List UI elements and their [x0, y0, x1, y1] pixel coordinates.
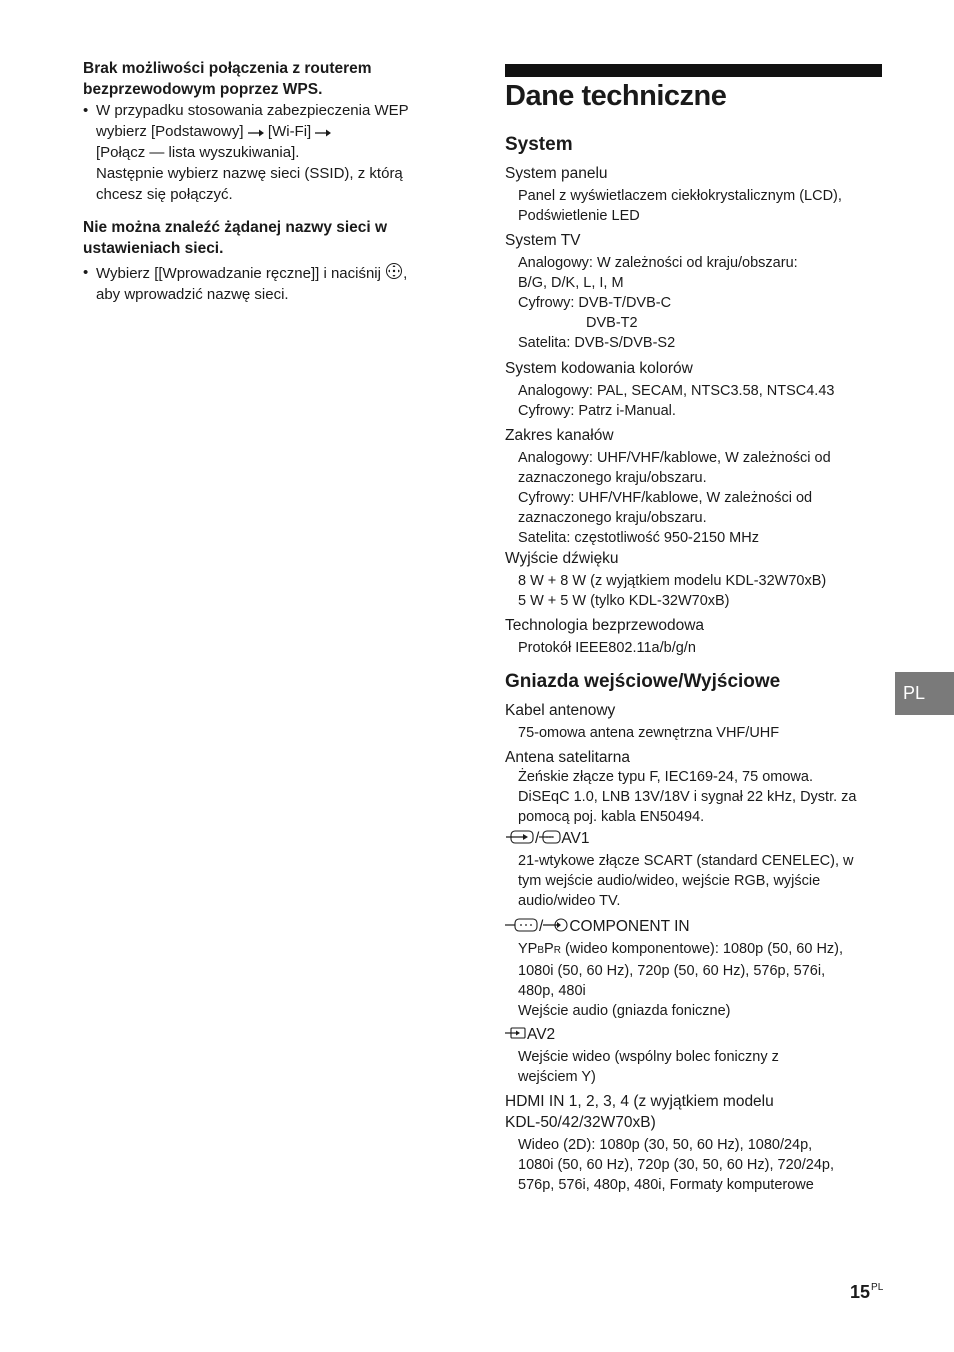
- component-value-1: YPBPR (wideo komponentowe): 1080p (50, 60 Hz),: [518, 941, 844, 957]
- range-value-3: Cyfrowy: UHF/VHF/kablowe, W zależności od: [518, 490, 813, 506]
- component-separator: /: [539, 918, 544, 935]
- troubleshooting-column: [83, 58, 443, 305]
- io-heading: Gniazda wejściowe/Wyjściowe: [505, 671, 781, 692]
- bullet-dot: •: [83, 102, 89, 119]
- network-line-1: [96, 262, 443, 284]
- av1-separator: /: [535, 830, 540, 847]
- panel-value-1: Panel z wyświetlaczem ciekłokrystalicznym (LCD),: [518, 188, 842, 204]
- range-value-1: Analogowy: UHF/VHF/kablowe, W zależności od: [518, 450, 831, 466]
- channel-range-value: [518, 448, 884, 548]
- page-title: Dane techniczne: [505, 80, 727, 112]
- network-line-2: aby wprowadzić nazwę sieci.: [96, 286, 289, 303]
- enter-button-icon: [385, 262, 403, 280]
- video-in-icon: [505, 1025, 527, 1041]
- wps-heading: Brak możliwości połączenia z routerem bezprzewodowym poprzez WPS.: [83, 60, 372, 98]
- language-tab: PL: [895, 672, 954, 715]
- av1-value-2: tym wejście audio/wideo, wejście RGB, wyjście: [518, 873, 821, 889]
- hdmi-value-2: 1080i (50, 60 Hz), 720p (30, 50, 60 Hz), 720/24p,: [518, 1157, 834, 1173]
- panel-value: [518, 186, 884, 226]
- av1-text: AV1: [561, 830, 590, 847]
- network-line-1a: Wybierz [[Wprowadzanie ręczne]] i naciśnij: [96, 265, 381, 282]
- tv-value-3: Cyfrowy: DVB-T/DVB-C: [518, 295, 672, 311]
- av1-value-3: audio/wideo TV.: [518, 893, 621, 909]
- range-value-2: zaznaczonego kraju/obszaru.: [518, 470, 707, 486]
- color-system-label: System kodowania kolorów: [505, 360, 693, 377]
- color-system-value: [518, 381, 884, 421]
- av2-value-1: Wejście wideo (wspólny bolec foniczny z: [518, 1049, 779, 1065]
- antenna-value: 75-omowa antena zewnętrzna VHF/UHF: [518, 725, 780, 741]
- color-value-1: Analogowy: PAL, SECAM, NTSC3.58, NTSC4.43: [518, 383, 835, 399]
- wps-line-1: W przypadku stosowania zabezpieczenia WEP: [96, 102, 409, 119]
- hdmi-label-1: HDMI IN 1, 2, 3, 4 (z wyjątkiem modelu: [505, 1093, 774, 1110]
- wps-line-2a: wybierz [Podstawowy]: [96, 123, 244, 140]
- sound-value-2: 5 W + 5 W (tylko KDL-32W70xB): [518, 593, 730, 609]
- av2-value: [518, 1047, 884, 1087]
- sat-antenna-label: Antena satelitarna: [505, 749, 630, 766]
- wps-line-4: Następnie wybierz nazwę sieci (SSID), z którą: [96, 165, 403, 182]
- wireless-value: Protokół IEEE802.11a/b/g/n: [518, 640, 696, 656]
- hdmi-value-1: Wideo (2D): 1080p (30, 50, 60 Hz), 1080/24p,: [518, 1137, 813, 1153]
- component-text: COMPONENT IN: [569, 918, 690, 935]
- panel-value-2: Podświetlenie LED: [518, 208, 640, 224]
- tv-system-label: System TV: [505, 232, 581, 249]
- color-value-2: Cyfrowy: Patrz i-Manual.: [518, 403, 676, 419]
- component-video-icon: [505, 917, 539, 933]
- wps-line-3: [Połącz — lista wyszukiwania].: [96, 144, 300, 161]
- component-value: [518, 939, 884, 1021]
- audio-in-icon: [543, 917, 569, 933]
- scart-in-icon: [505, 829, 535, 845]
- av2-text: AV2: [527, 1026, 556, 1043]
- tv-value-2: B/G, D/K, L, I, M: [518, 275, 624, 291]
- page-number-lang: PL: [871, 1282, 884, 1293]
- page-number-value: 15: [850, 1282, 871, 1302]
- av2-label: [505, 1025, 882, 1046]
- hdmi-value-3: 576p, 576i, 480p, 480i, Formaty komputerowe: [518, 1177, 814, 1193]
- sat-value-2: DiSEqC 1.0, LNB 13V/18V i sygnał 22 kHz, Dystr. za: [518, 789, 857, 805]
- antenna-label: Kabel antenowy: [505, 702, 616, 719]
- network-line-1b: ,: [403, 265, 408, 282]
- bullet-dot: •: [83, 264, 89, 281]
- sound-output-value: [518, 571, 884, 611]
- av1-value-1: 21-wtykowe złącze SCART (standard CENELEC), w: [518, 853, 854, 869]
- sat-antenna-value: [518, 767, 884, 827]
- page-number: [850, 1282, 883, 1303]
- av1-label: [505, 829, 882, 850]
- arrow-right-icon: [315, 128, 331, 138]
- channel-range-label: Zakres kanałów: [505, 427, 614, 444]
- component-value-4: Wejście audio (gniazda foniczne): [518, 1003, 731, 1019]
- tv-value-1: Analogowy: W zależności od kraju/obszaru:: [518, 255, 798, 271]
- wps-line-2b: [Wi-Fi]: [267, 123, 312, 140]
- scart-out-icon: [539, 829, 561, 845]
- component-value-2: 1080i (50, 60 Hz), 720p (50, 60 Hz), 576p, 576i,: [518, 963, 826, 979]
- network-name-heading: Nie można znaleźć żądanej nazwy sieci w ustawieniach sieci.: [83, 219, 388, 257]
- sat-value-3: pomocą poj. kabla EN50494.: [518, 809, 705, 825]
- range-value-4: zaznaczonego kraju/obszaru.: [518, 510, 707, 526]
- tv-system-value: [518, 253, 884, 353]
- component-value-3: 480p, 480i: [518, 983, 586, 999]
- wps-line-5: chcesz się połączyć.: [96, 186, 233, 203]
- hdmi-value: [518, 1135, 884, 1195]
- network-bullet: [83, 262, 443, 305]
- av2-value-2: wejściem Y): [518, 1069, 596, 1085]
- range-value-5: Satelita: częstotliwość 950-2150 MHz: [518, 530, 759, 546]
- hdmi-label-2: KDL-50/42/32W70xB): [505, 1113, 656, 1131]
- wps-line-2: [96, 121, 443, 142]
- hdmi-label: [505, 1092, 882, 1133]
- component-label: [505, 917, 882, 938]
- panel-label: System panelu: [505, 165, 608, 182]
- section-rule: [505, 64, 882, 77]
- av1-value: [518, 851, 884, 911]
- sound-output-label: Wyjście dźwięku: [505, 550, 619, 567]
- wps-bullet: [83, 100, 443, 205]
- wireless-label: Technologia bezprzewodowa: [505, 617, 705, 634]
- arrow-right-icon: [248, 128, 264, 138]
- tv-value-4: DVB-T2: [586, 315, 638, 331]
- system-heading: System: [505, 134, 573, 155]
- tv-value-5: Satelita: DVB-S/DVB-S2: [518, 335, 676, 351]
- sound-value-1: 8 W + 8 W (z wyjątkiem modelu KDL-32W70xB): [518, 573, 827, 589]
- sat-value-1: Żeńskie złącze typu F, IEC169-24, 75 omowa.: [518, 769, 813, 785]
